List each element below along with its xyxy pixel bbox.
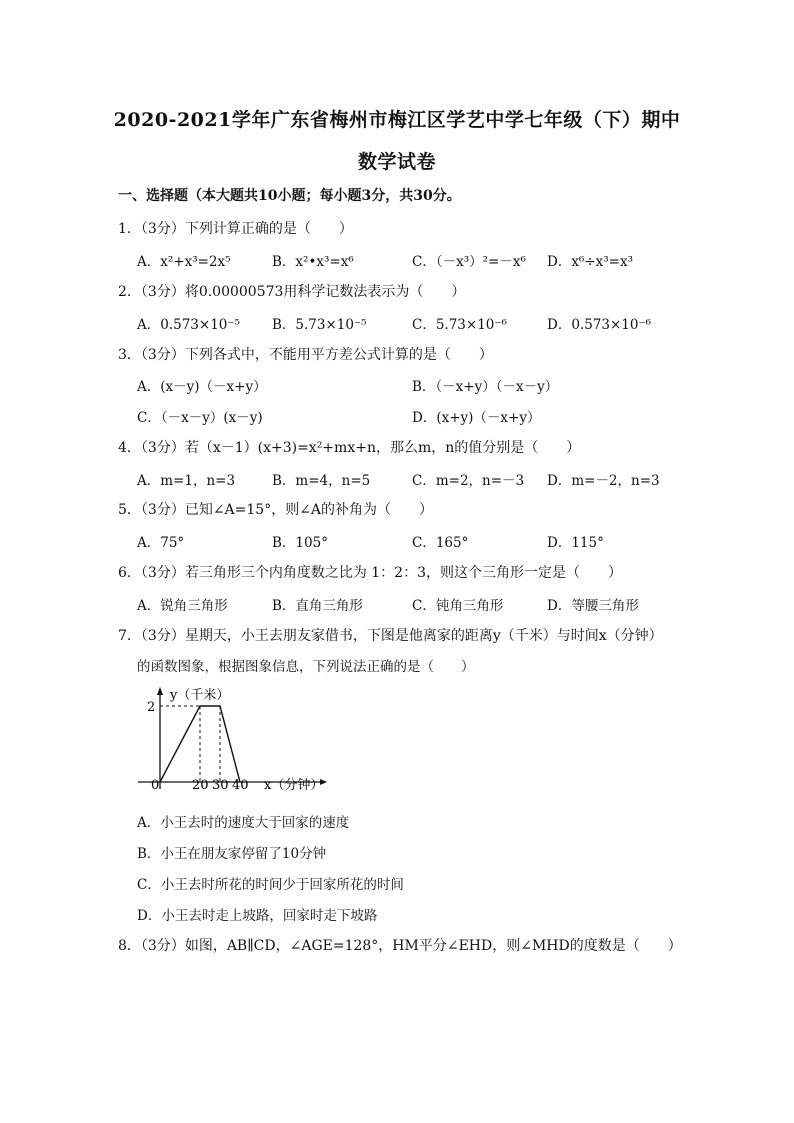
- question-7-stem-line2: 的函数图象，根据图象信息，下列说法正确的是（ ）: [137, 659, 475, 675]
- y-tick-label: 2: [147, 700, 156, 715]
- q5-option-a[interactable]: A．75°: [137, 535, 185, 551]
- q2-option-a[interactable]: A．0.573×10⁻⁵: [137, 317, 240, 333]
- exam-title-line2: 数学试卷: [357, 151, 436, 173]
- x-tick-label-30: 30: [212, 778, 229, 793]
- q4-option-b[interactable]: B．m=4，n=5: [272, 473, 371, 489]
- q2-option-c[interactable]: C．5.73×10⁻⁶: [412, 317, 507, 333]
- distance-time-graph: [130, 683, 340, 798]
- y-axis-label: y（千米）: [170, 688, 230, 703]
- q4-option-a[interactable]: A．m=1，n=3: [137, 473, 236, 489]
- q1-option-d[interactable]: D．x⁶÷x³=x³: [547, 254, 634, 270]
- q6-option-b[interactable]: B．直角三角形: [272, 598, 363, 614]
- q3-option-c[interactable]: C．（－x－y）(x－y): [137, 410, 263, 426]
- question-2-options: [137, 313, 697, 333]
- y-axis-arrow: [157, 687, 163, 695]
- q5-option-d[interactable]: D．115°: [547, 535, 604, 551]
- q6-option-c[interactable]: C．钝角三角形: [412, 598, 504, 614]
- q4-option-d[interactable]: D．m=－2，n=3: [547, 473, 660, 489]
- x-axis-label: x（分钟）: [264, 778, 324, 793]
- q4-option-c[interactable]: C．m=2，n=－3: [412, 473, 525, 489]
- q7-option-d[interactable]: D．小王去时走上坡路，回家时走下坡路: [137, 908, 378, 924]
- question-2-stem: 2．（3分）将0.00000573用科学记数法表示为（ ）: [118, 284, 466, 300]
- q7-option-a[interactable]: A．小王去时的速度大于回家的速度: [137, 815, 350, 831]
- q1-option-c[interactable]: C．（－x³）²=－x⁶: [412, 254, 526, 270]
- q6-option-d[interactable]: D．等腰三角形: [547, 598, 639, 614]
- question-8-stem: 8．（3分）如图，AB∥CD，∠AGE=128°，HM平分∠EHD，则∠MHD的度数是（ ）: [118, 938, 682, 954]
- question-3-stem: 3．（3分）下列各式中，不能用平方差公式计算的是（ ）: [118, 347, 493, 363]
- q2-option-d[interactable]: D．0.573×10⁻⁶: [547, 317, 651, 333]
- question-4-options: [137, 469, 697, 489]
- question-5-options: [137, 531, 697, 551]
- exam-title-line1: 2020-2021学年广东省梅州市梅江区学艺中学七年级（下）期中: [113, 109, 681, 131]
- origin-label: 0: [151, 778, 160, 793]
- question-4-stem: 4．（3分）若（x－1）(x+3)=x²+mx+n，那么m，n的值分别是（ ）: [118, 440, 581, 456]
- q5-option-b[interactable]: B．105°: [272, 535, 328, 551]
- q7-option-c[interactable]: C．小王去时所花的时间少于回家所花的时间: [137, 877, 404, 893]
- q5-option-c[interactable]: C．165°: [412, 535, 469, 551]
- q6-option-a[interactable]: A．锐角三角形: [137, 598, 228, 614]
- question-1-options: [137, 250, 697, 270]
- x-tick-label-20: 20: [192, 778, 209, 793]
- section-heading: 一、选择题（本大题共10小题；每小题3分，共30分。: [118, 188, 461, 204]
- q7-option-b[interactable]: B．小王在朋友家停留了10分钟: [137, 846, 327, 862]
- q1-option-b[interactable]: B．x²•x³=x⁶: [272, 254, 354, 270]
- q2-option-b[interactable]: B．5.73×10⁻⁵: [272, 317, 367, 333]
- x-tick-label-40: 40: [232, 778, 249, 793]
- question-6-stem: 6．（3分）若三角形三个内角度数之比为 1：2：3，则这个三角形一定是（ ）: [118, 565, 622, 581]
- q1-option-a[interactable]: A．x²+x³=2x⁵: [137, 254, 231, 270]
- q3-option-b[interactable]: B．（－x+y）（－x－y）: [412, 379, 559, 395]
- q3-option-a[interactable]: A．(x－y)（－x+y）: [137, 379, 267, 395]
- question-6-options: [137, 594, 697, 614]
- q3-option-d[interactable]: D．(x+y)（－x+y）: [412, 410, 541, 426]
- question-5-stem: 5．（3分）已知∠A=15°，则∠A的补角为（ ）: [118, 502, 434, 518]
- question-1-stem: 1．（3分）下列计算正确的是（ ）: [118, 221, 353, 237]
- question-3-options-row1: [137, 375, 697, 395]
- question-3-options-row2: [137, 406, 697, 426]
- question-7-stem: 7．（3分）星期天，小王去朋友家借书，下图是他离家的距离y（千米）与时间x（分钟）: [118, 628, 663, 644]
